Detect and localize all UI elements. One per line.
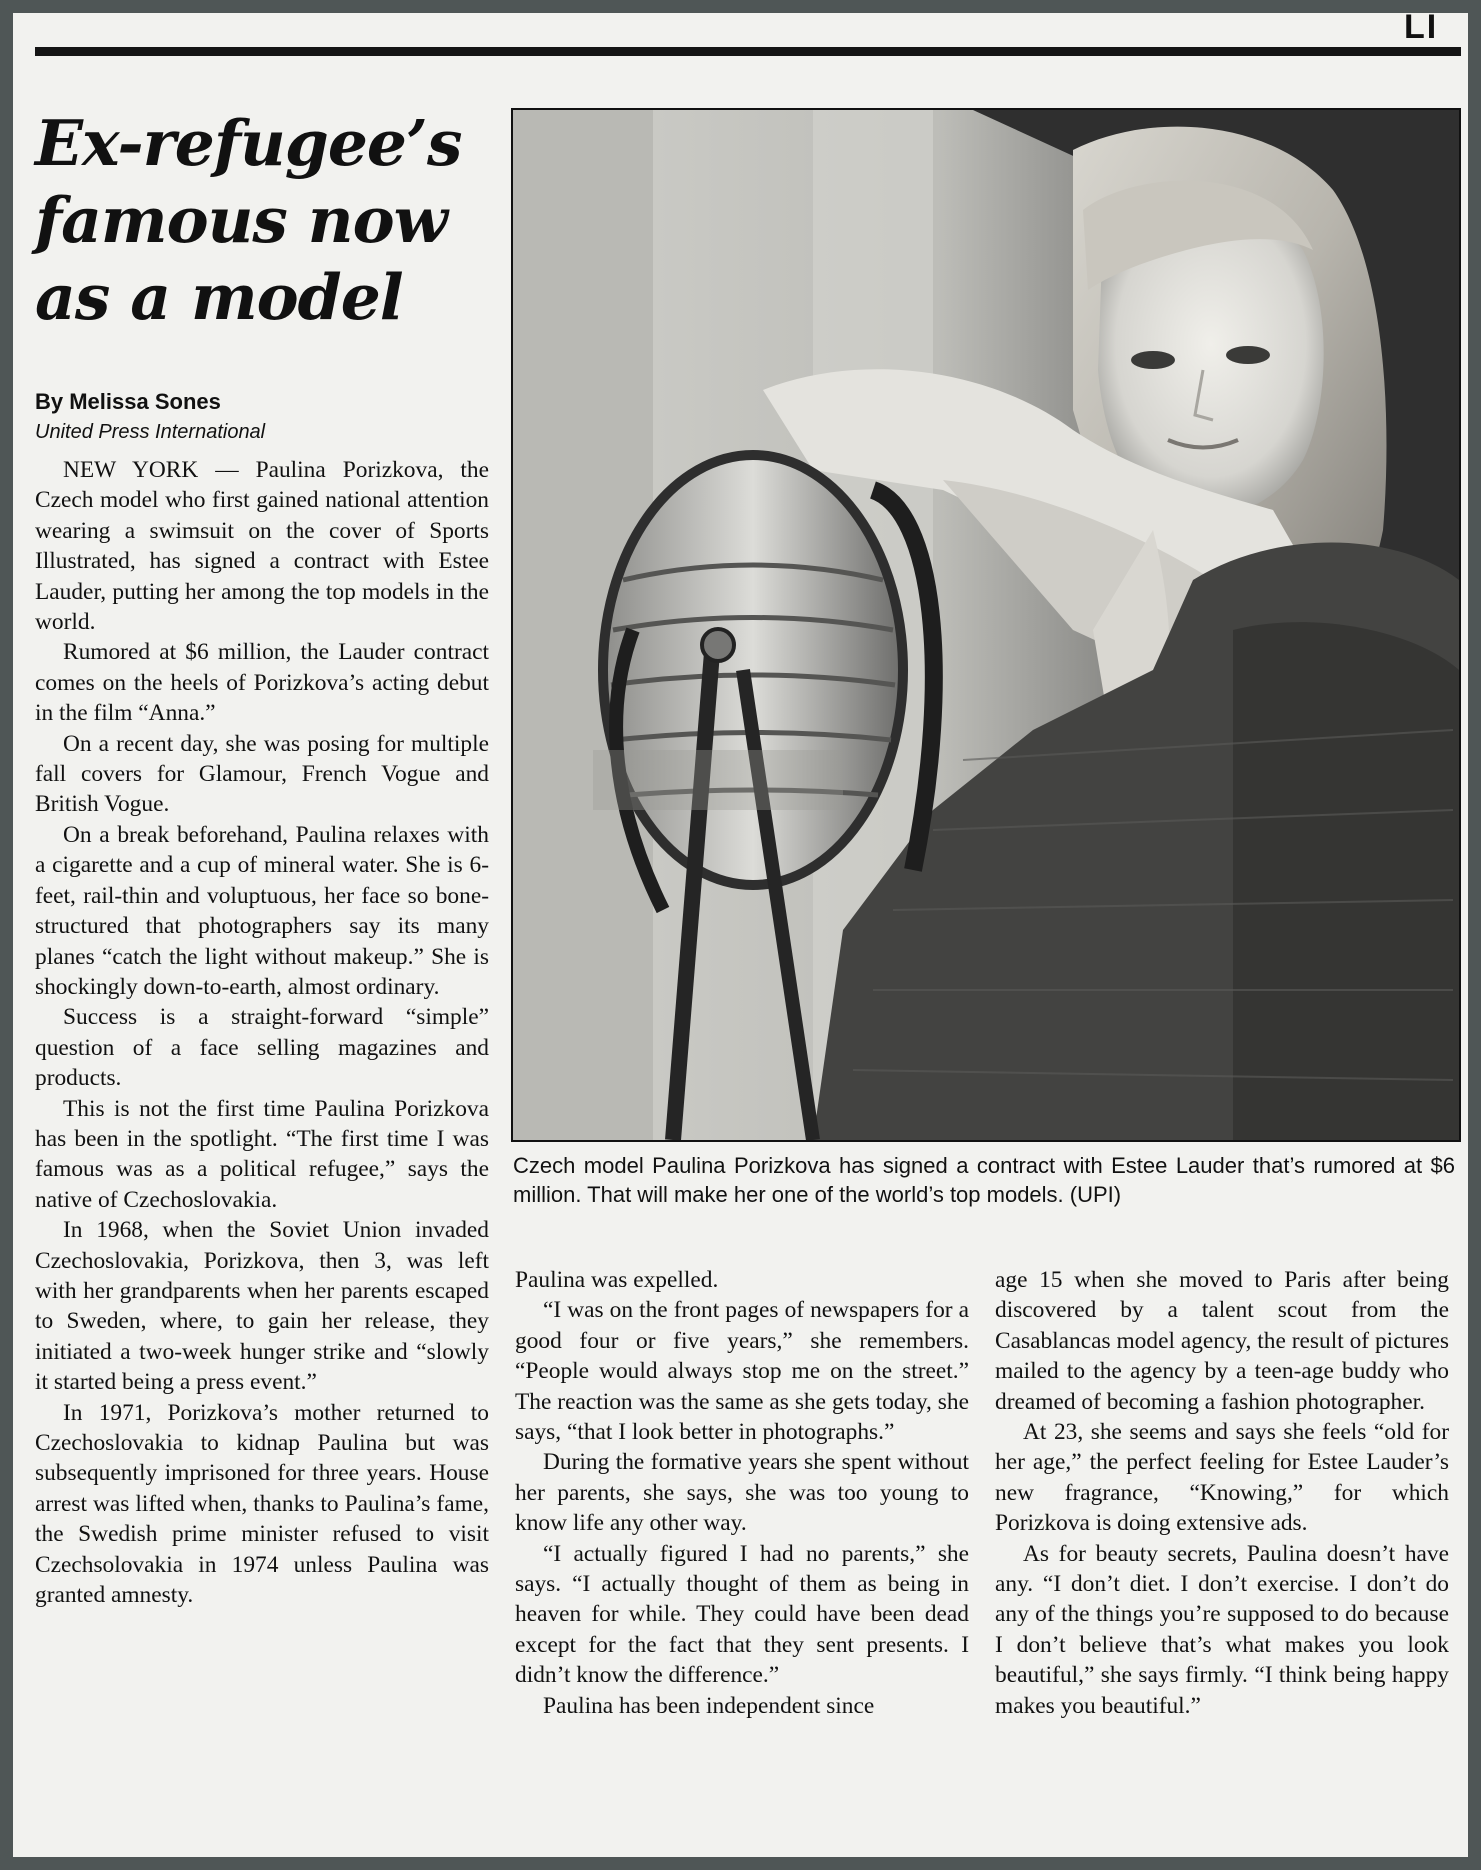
photo-paulina-porizkova — [511, 108, 1461, 1142]
paragraph: As for beauty secrets, Paulina doesn’t have any. “I don’t diet. I don’t exercise. I don’t do any of the things you’re supposed to do because I don’t believe that’s what makes you look beautiful,” she says firmly. “I think being happy makes you beautiful.” — [995, 1540, 1449, 1719]
paragraph: At 23, she seems and says she feels “old for her age,” the perfect feeling for Estee Lauder’s new fragrance, “Knowing,” for which Porizkova is doing extensive ads. — [995, 1419, 1449, 1537]
article-column-1 — [35, 455, 489, 1610]
headline — [35, 105, 505, 336]
paragraph: On a recent day, she was posing for multiple fall covers for Glamour, French Vogue and British Vogue. — [35, 730, 489, 818]
paragraph: Paulina has been independent since — [543, 1692, 875, 1719]
paragraph: NEW YORK — Paulina Porizkova, the Czech model who first gained national attention wearing a swimsuit on the cover of Sports Illustrated, has signed a contract with Estee Lauder, putting her among the top models in the world. — [35, 457, 489, 636]
paragraph: Success is a straight-forward “simple” question of a face selling magazines and products. — [35, 1004, 489, 1092]
article-column-3 — [995, 1265, 1449, 1721]
headline-line-3: as a model — [35, 260, 403, 334]
paragraph: age 15 when she moved to Paris after being discovered by a talent scout from the Casablancas model agency, the result of pictures mailed to the agency by a teen-age buddy who dreamed of becoming a fashion photographer. — [995, 1267, 1449, 1415]
paragraph: “I actually figured I had no parents,” she says. “I actually thought of them as being in heaven for while. They could have been dead except for the fact that they sent presents. I didn’t know the difference.” — [515, 1540, 969, 1689]
photo-caption: Czech model Paulina Porizkova has signed a contract with Estee Lauder that’s rumored at $6 million. That will make her one of the world’s top models. (UPI) — [513, 1153, 1455, 1207]
paragraph: This is not the first time Paulina Porizkova has been in the spotlight. “The first time I was famous was as a political refugee,” says the native of Czechoslovakia. — [35, 1095, 489, 1213]
paragraph: In 1968, when the Soviet Union invaded Czechoslovakia, Porizkova, then 3, was left with her grandparents when her parents escaped to Sweden, where, to gain her release, they initiated a two-week hunger strike and “slowly it started being a press event.” — [35, 1217, 489, 1396]
paragraph: Paulina was expelled. — [515, 1267, 719, 1293]
paragraph: During the formative years she spent without her parents, she says, she was too young to know life any other way. — [515, 1449, 969, 1537]
section-letters: LI — [1404, 13, 1439, 41]
article-column-2 — [515, 1265, 969, 1721]
top-rule — [35, 47, 1461, 56]
byline: By Melissa Sones — [35, 389, 221, 414]
paragraph: In 1971, Porizkova’s mother returned to Czechoslovakia to kidnap Paulina but was subsequently imprisoned for three years. House arrest was lifted when, thanks to Paulina’s fame, the Swedish prime minister refused to visit Czechsolovakia in 1974 unless Paulina was granted amnesty. — [35, 1399, 489, 1609]
wire-agency: United Press International — [35, 421, 266, 443]
paragraph: Rumored at $6 million, the Lauder contract comes on the heels of Porizkova’s acting debut in the film “Anna.” — [35, 639, 489, 727]
paragraph: On a break beforehand, Paulina relaxes with a cigarette and a cup of mineral water. She is 6-feet, rail-thin and voluptuous, her face so bone-structured that photographers say its many planes “catch the light without makeup.” She is shockingly down-to-earth, almost ordinary. — [35, 821, 489, 1000]
newspaper-clipping — [13, 13, 1468, 1857]
headline-line-2: famous now — [35, 183, 447, 257]
paragraph: “I was on the front pages of newspapers for a good four or five years,” she remembers. “People would always stop me on the street.” The reaction was the same as she gets today, she says, “that I look better in photographs.” — [515, 1297, 969, 1446]
photo-illustration — [513, 110, 1459, 1140]
headline-line-1: Ex-refugee’s — [35, 106, 462, 180]
